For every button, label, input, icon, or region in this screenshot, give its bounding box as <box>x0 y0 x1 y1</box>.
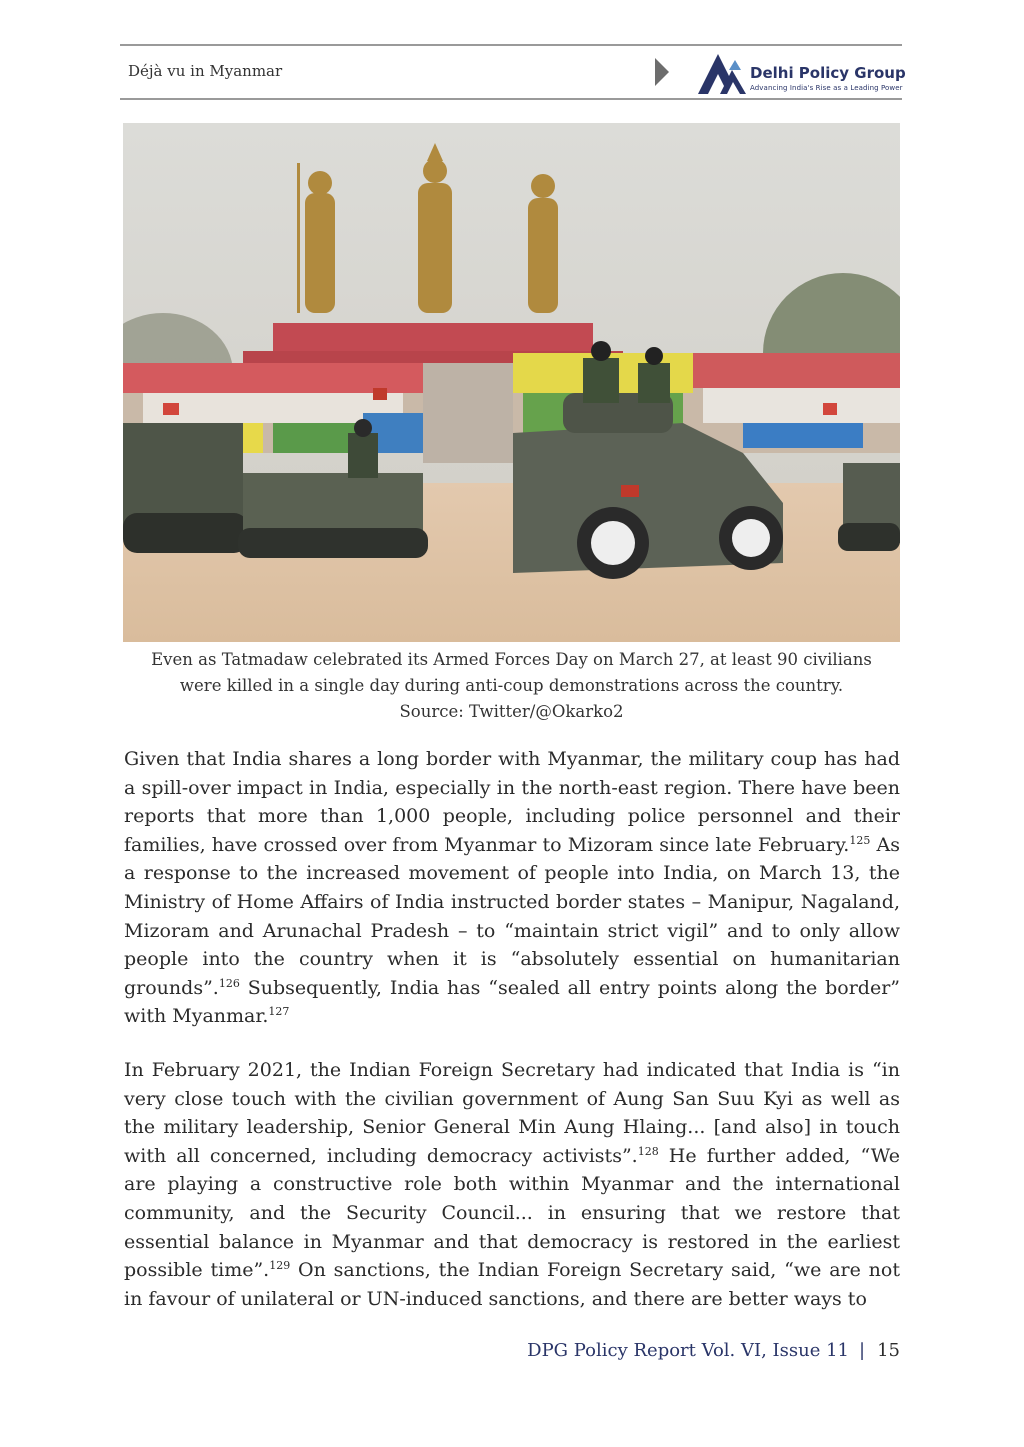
report-title: DPG Policy Report Vol. VI, Issue 11 <box>527 1340 850 1361</box>
body-paragraph-1 <box>124 745 900 1031</box>
footnote-ref[interactable]: 127 <box>268 1005 290 1019</box>
logo-tagline: Advancing India's Rise as a Leading Power <box>750 84 903 92</box>
paragraph-text: He further added, “We are playing a constructive role both within Myanmar and the international community, and the Security Council... in ensuring that we restore that essential balance in Myanmar and that democracy is restored in the earliest possible time”. <box>124 1144 900 1282</box>
parade-photo <box>123 123 900 642</box>
running-title: Déjà vu in Myanmar <box>128 62 283 80</box>
footnote-ref[interactable]: 128 <box>637 1144 659 1158</box>
caption-line: were killed in a single day during anti-coup demonstrations across the country. <box>179 676 844 695</box>
paragraph-text: In February 2021, the Indian Foreign Secretary had indicated that India is “in very close touch with the civilian government of Aung San Suu Kyi as well as the military leadership, Senior General Min Aung Hlaing... [and also] in touch with all concerned, including democracy activists”. <box>124 1059 900 1167</box>
page-number: 15 <box>877 1340 900 1361</box>
page-footer <box>527 1340 900 1361</box>
caption-source: Source: Twitter/@Okarko2 <box>399 702 624 721</box>
caption-line: Even as Tatmadaw celebrated its Armed Forces Day on March 27, at least 90 civilians <box>151 650 872 669</box>
header-rule-top <box>120 44 902 46</box>
paragraph-text: Subsequently, India has “sealed all entry points along the border” with Myanmar. <box>124 976 900 1028</box>
dpg-logo <box>696 48 906 96</box>
dpg-mountain-icon <box>696 48 748 96</box>
footnote-ref[interactable]: 129 <box>269 1259 291 1273</box>
paragraph-text: As a response to the increased movement of people into India, on March 13, the Ministry of Home Affairs of India instructed border states – Manipur, Nagaland, Mizoram and Arunachal Pradesh – to “maintain strict vigil” and to only allow people into the country when it is “absolutely essential on humanitarian grounds”. <box>124 833 900 999</box>
footnote-ref[interactable]: 126 <box>218 976 240 990</box>
paragraph-text: Given that India shares a long border with Myanmar, the military coup has had a spill-over impact in India, especially in the north-east region. There have been reports that more than 1,000 people, including police personnel and their families, have crossed over from Myanmar to Mizoram since late February. <box>124 748 900 856</box>
body-paragraph-2 <box>124 1056 900 1313</box>
header-rule-bottom <box>120 98 902 100</box>
paragraph-text: On sanctions, the Indian Foreign Secretary said, “we are not in favour of unilateral or UN-induced sanctions, and there are better ways to <box>124 1259 900 1310</box>
footer-separator: | <box>859 1340 866 1361</box>
figure-caption <box>123 647 900 725</box>
play-arrow-icon <box>655 58 669 86</box>
footnote-ref[interactable]: 125 <box>849 833 871 847</box>
logo-name: Delhi Policy Group <box>750 64 906 82</box>
